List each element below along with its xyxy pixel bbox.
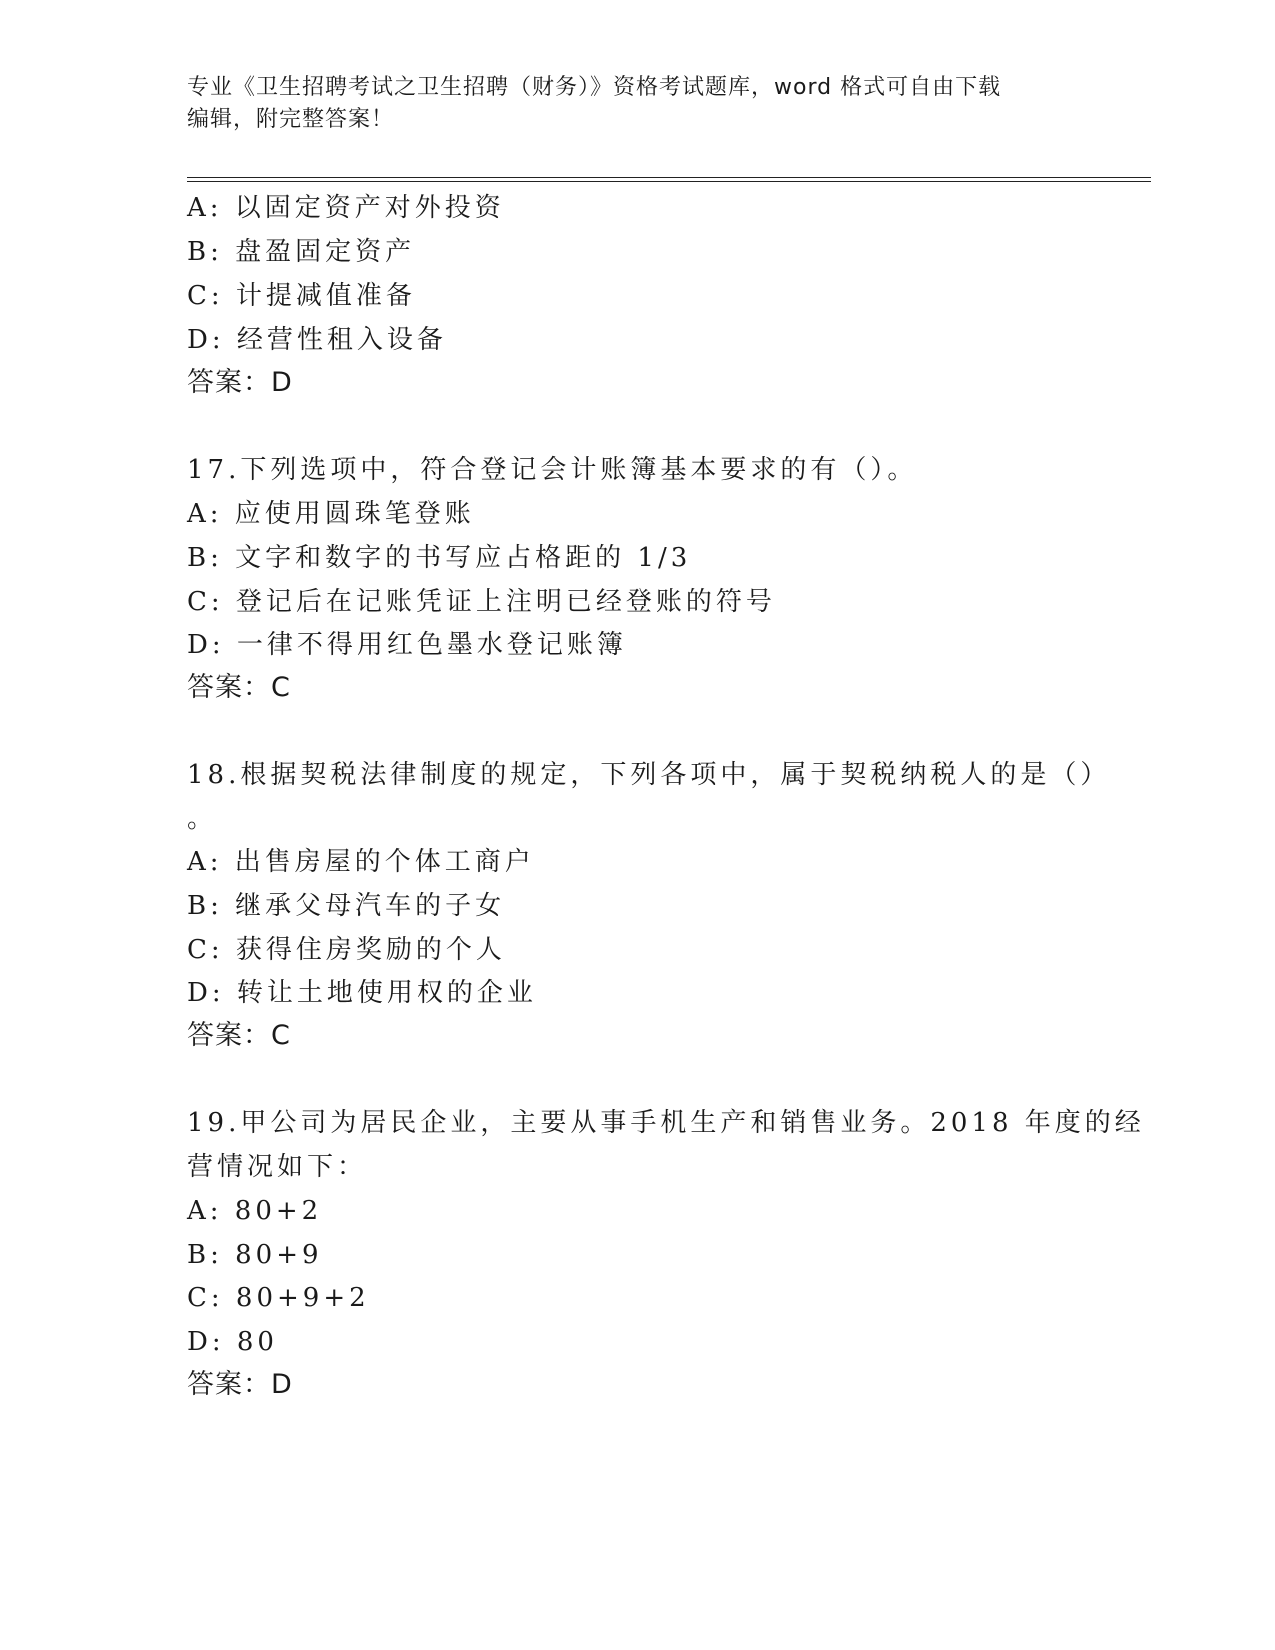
q16-option-b: B: 盘盈固定资产 — [187, 237, 416, 267]
q19-question-cont: 营情况如下： — [187, 1152, 368, 1182]
q19-option-c: C: 80+9+2 — [187, 1283, 370, 1313]
q18-answer: 答案：C — [187, 1020, 291, 1051]
q18-question-cont: 。 — [187, 804, 218, 834]
q18-option-c: C: 获得住房奖励的个人 — [187, 935, 506, 965]
header-line-1: 专业《卫生招聘考试之卫生招聘（财务）》资格考试题库，word 格式可自由下载 — [187, 75, 1002, 100]
header-line-2: 编辑，附完整答案！ — [187, 107, 395, 132]
q16-answer: 答案：D — [187, 367, 293, 398]
q19-option-d: D: 80 — [187, 1327, 278, 1357]
header-divider — [187, 177, 1151, 182]
q17-option-d: D: 一律不得用红色墨水登记账簿 — [187, 630, 627, 660]
q18-option-b: B: 继承父母汽车的子女 — [187, 891, 506, 921]
document-header — [187, 72, 1087, 136]
q18-option-d: D: 转让土地使用权的企业 — [187, 978, 537, 1008]
q18-option-a: A: 出售房屋的个体工商户 — [187, 847, 535, 877]
q19-option-a: A: 80+2 — [187, 1196, 323, 1226]
q16-option-c: C: 计提减值准备 — [187, 281, 416, 311]
q17-option-a: A: 应使用圆珠笔登账 — [187, 499, 475, 529]
q17-option-b: B: 文字和数字的书写应占格距的 1/3 — [187, 543, 692, 573]
q18-question: 18.根据契税法律制度的规定，下列各项中，属于契税纳税人的是（） — [187, 760, 1111, 790]
q17-answer: 答案：C — [187, 672, 291, 703]
q19-question: 19.甲公司为居民企业，主要从事手机生产和销售业务。2018 年度的经 — [187, 1108, 1145, 1138]
q19-answer: 答案：D — [187, 1369, 293, 1400]
q17-question: 17.下列选项中，符合登记会计账簿基本要求的有（）。 — [187, 455, 918, 485]
q16-option-d: D: 经营性租入设备 — [187, 325, 447, 355]
q16-option-a: A: 以固定资产对外投资 — [187, 193, 505, 223]
q19-option-b: B: 80+9 — [187, 1240, 323, 1270]
q17-option-c: C: 登记后在记账凭证上注明已经登账的符号 — [187, 587, 776, 617]
